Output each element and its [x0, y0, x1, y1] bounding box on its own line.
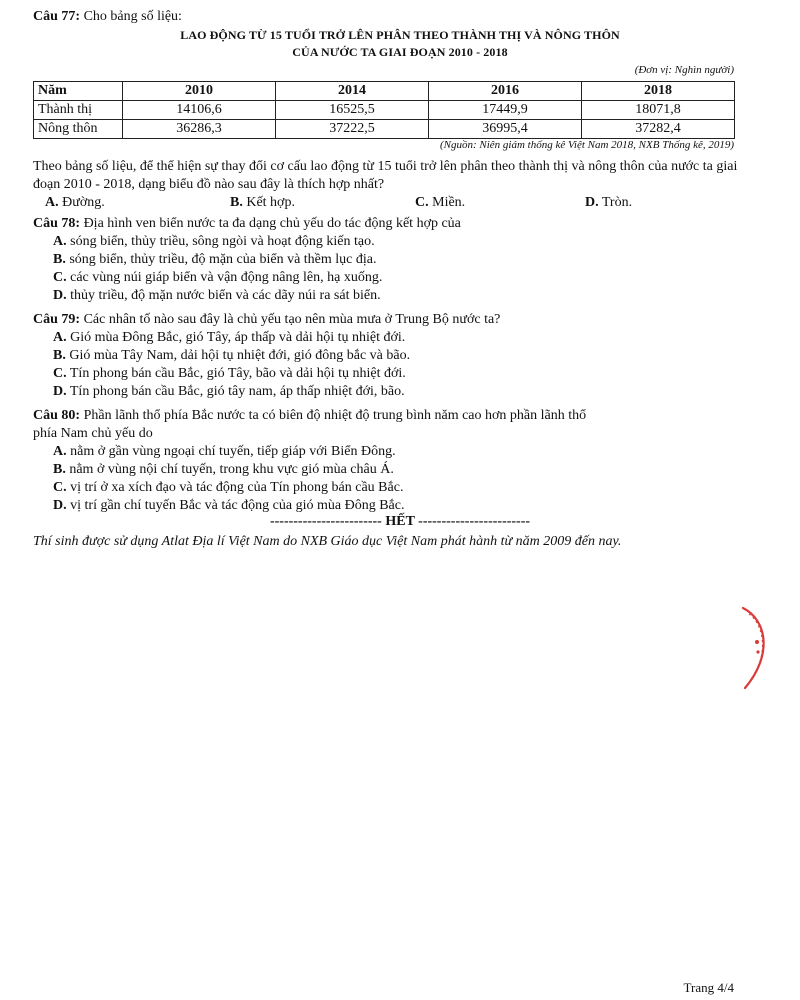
q79-label: Câu 79:: [33, 312, 81, 327]
q77-question: Theo bảng số liệu, để thể hiện sự thay đổi cơ cấu lao động từ 15 tuổi trở lên phân theo thành thị và nông thôn của nước ta giai đoạn 2010 - 2018, dạng biểu đồ nào sau đây là thích hợp nhất?: [33, 159, 738, 192]
table-cell: 36995,4: [429, 120, 582, 139]
table-header-row: [34, 82, 735, 101]
table-cell: 36286,3: [123, 120, 276, 139]
q79-question: Các nhân tố nào sau đây là chủ yếu tạo nên mùa mưa ở Trung Bộ nước ta?: [80, 312, 501, 327]
q77-label: Câu 77:: [33, 9, 81, 24]
q78-option-b: B. sóng biển, thủy triều, độ mặn của biển và thềm lục địa.: [53, 252, 377, 267]
table-header-cell: Năm: [34, 82, 123, 101]
candidate-note: Thí sinh được sử dụng Atlat Địa lí Việt Nam do NXB Giáo dục Việt Nam phát hành từ năm 2009 đến nay.: [33, 534, 622, 549]
table-cell: 14106,6: [123, 101, 276, 120]
table-source: (Nguồn: Niên giám thống kê Việt Nam 2018, NXB Thống kê, 2019): [439, 139, 734, 151]
q78-label: Câu 78:: [33, 216, 81, 231]
table-cell: 18071,8: [582, 101, 735, 120]
q80-label: Câu 80:: [33, 408, 81, 423]
page-number: Trang 4/4: [683, 980, 734, 995]
table-row-label: Thành thị: [34, 101, 123, 120]
q79-option-d: D. Tín phong bán cầu Bắc, gió tây nam, áp thấp nhiệt đới, bão.: [53, 384, 405, 399]
q80-heading: [33, 407, 745, 425]
q79-heading: [33, 311, 745, 329]
q77-option-b: B. Kết hợp.: [230, 195, 295, 210]
table-unit: (Đơn vị: Nghìn người): [634, 64, 734, 76]
q80-option-c: C. vị trí ở xa xích đạo và tác động của Tín phong bán cầu Bắc.: [53, 480, 404, 495]
q77-option-d: D. Tròn.: [585, 195, 633, 210]
table-header-cell: 2018: [582, 82, 735, 101]
q80-option-a: A. nằm ở gần vùng ngoại chí tuyến, tiếp giáp với Biển Đông.: [53, 444, 396, 459]
labor-table: [33, 81, 735, 139]
table-header-cell: 2014: [276, 82, 429, 101]
table-row-label: Nông thôn: [34, 120, 123, 139]
q77-options: [45, 194, 725, 212]
table-header-cell: 2016: [429, 82, 582, 101]
table-title-line1: LAO ĐỘNG TỪ 15 TUỔI TRỞ LÊN PHÂN THEO THÀNH THỊ VÀ NÔNG THÔN: [180, 28, 620, 42]
end-mark: ------------------------ HẾT ------------------------: [269, 514, 531, 529]
table-row: [34, 101, 735, 120]
q78-option-a: A. sóng biển, thủy triều, sông ngòi và hoạt động kiến tạo.: [53, 234, 375, 249]
stamp-mark-icon: [735, 600, 775, 695]
q79-option-b: B. Gió mùa Tây Nam, dải hội tụ nhiệt đới, gió đông bắc và bão.: [53, 348, 411, 363]
q80-option-b: B. nằm ở vùng nội chí tuyến, trong khu vực gió mùa châu Á.: [53, 462, 394, 477]
q78-question: Địa hình ven biển nước ta đa dạng chủ yếu do tác động kết hợp của: [80, 216, 461, 231]
q78-option-c: C. các vùng núi giáp biển và vận động nâng lên, hạ xuống.: [53, 270, 383, 285]
q80-question-line1: Phần lãnh thổ phía Bắc nước ta có biên độ nhiệt độ trung bình năm cao hơn phần lãnh thổ: [80, 408, 587, 423]
q77-heading: [33, 8, 745, 26]
q79-option-a: A. Gió mùa Đông Bắc, gió Tây, áp thấp và dải hội tụ nhiệt đới.: [53, 330, 406, 345]
table-title-line2: CỦA NƯỚC TA GIAI ĐOẠN 2010 - 2018: [292, 45, 508, 59]
q78-option-d: D. thủy triều, độ mặn nước biển và các dãy núi ra sát biển.: [53, 288, 381, 303]
q80-question-line2: phía Nam chủ yếu do: [33, 426, 153, 441]
q80-option-d: D. vị trí gần chí tuyến Bắc và tác động của gió mùa Đông Bắc.: [53, 498, 405, 513]
table-cell: 37222,5: [276, 120, 429, 139]
table-header-cell: 2010: [123, 82, 276, 101]
table-cell: 16525,5: [276, 101, 429, 120]
q77-option-a: A. Đường.: [45, 195, 105, 210]
q77-intro: Cho bảng số liệu:: [80, 9, 182, 24]
table-cell: 37282,4: [582, 120, 735, 139]
q79-option-c: C. Tín phong bán cầu Bắc, gió Tây, bão và dải hội tụ nhiệt đới.: [53, 366, 406, 381]
table-row: [34, 120, 735, 139]
q77-option-c: C. Miền.: [415, 195, 466, 210]
table-cell: 17449,9: [429, 101, 582, 120]
q78-heading: [33, 215, 745, 233]
